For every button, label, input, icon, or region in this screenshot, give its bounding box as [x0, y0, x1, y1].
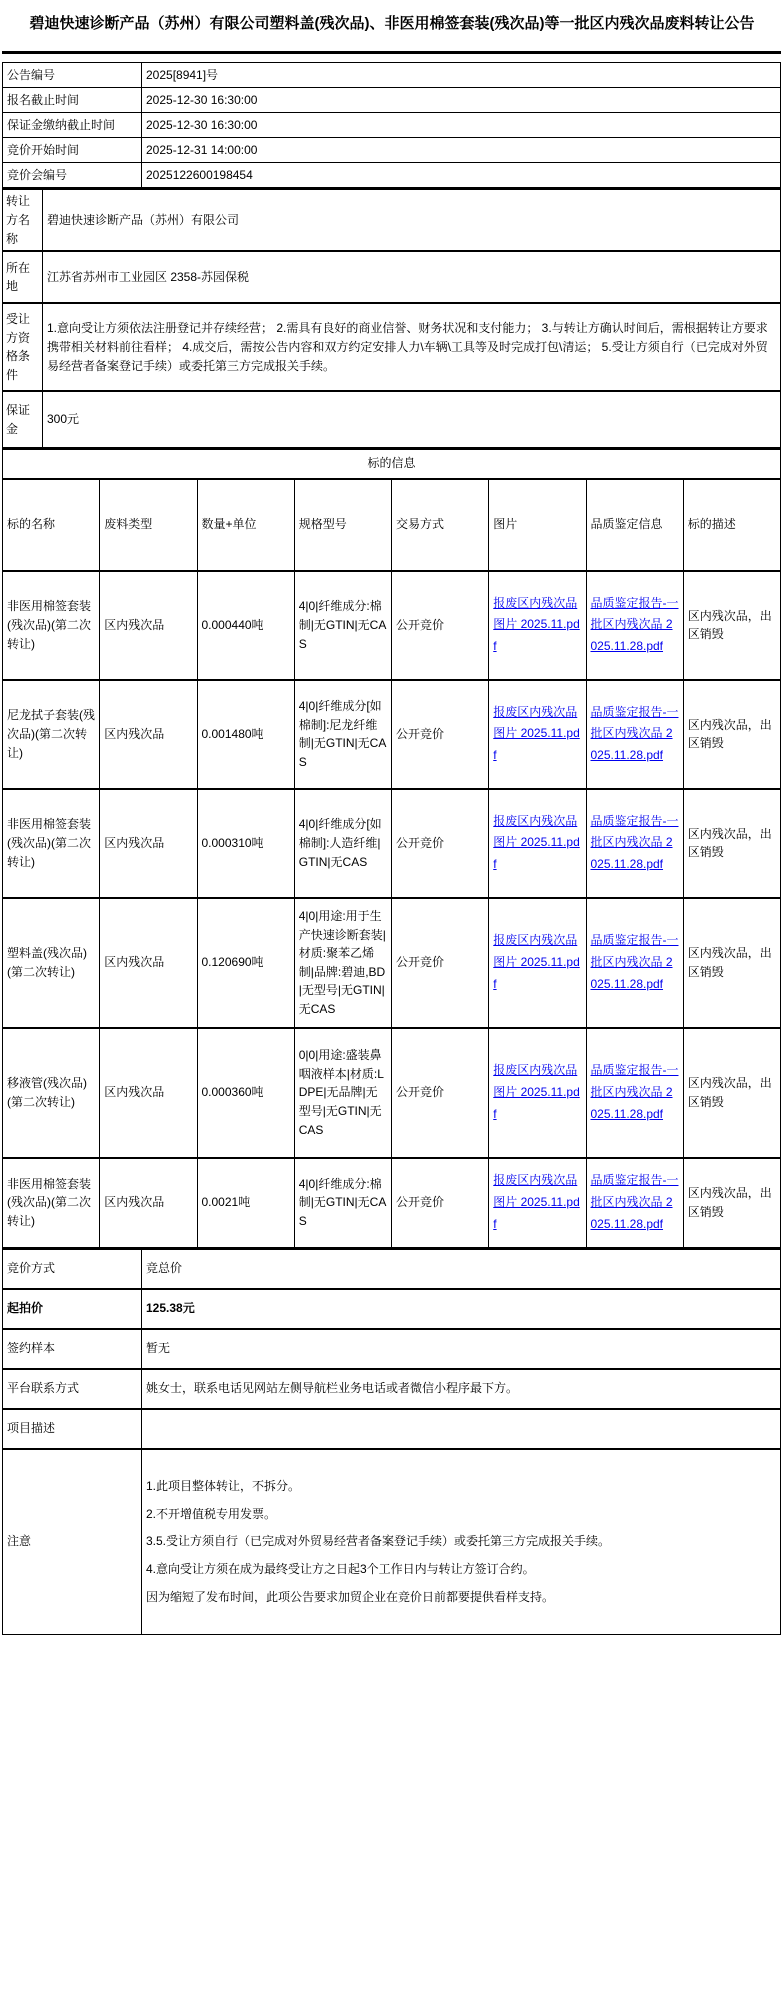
subject-description: 区内残次品，出区销毁 — [683, 789, 780, 898]
subject-description: 区内残次品，出区销毁 — [683, 1028, 780, 1158]
table-row — [3, 113, 781, 138]
table-row — [3, 163, 781, 188]
col-header-trade-mode: 交易方式 — [392, 479, 489, 571]
note-line: 因为缩短了发布时间，此项公告要求加贸企业在竞价日前都要提供看样支持。 — [146, 1589, 555, 1604]
subject-row-2 — [3, 680, 781, 789]
subject-table — [2, 448, 781, 1248]
subject-quantity: 0.000310吨 — [197, 789, 294, 898]
subject-name: 非医用棉签套装(残次品)(第二次转让) — [3, 789, 100, 898]
note-line: 4.意向受让方须在成为最终受让方之日起3个工作日内与转让方签订合约。 — [146, 1562, 535, 1577]
subject-waste-type: 区内残次品 — [100, 571, 197, 680]
table-row — [3, 1409, 781, 1449]
subject-spec: 4|0|纤维成分[如棉制]:尼龙纤维制|无GTIN|无CAS — [294, 680, 391, 789]
signup-deadline-value: 2025-12-30 16:30:00 — [142, 88, 781, 113]
auction-id-label: 竞价会编号 — [3, 163, 142, 188]
image-pdf-link[interactable]: 报废区内残次品图片 2025.11.pdf — [493, 1063, 580, 1121]
table-row — [3, 1249, 781, 1289]
transferor-name-label: 转让方名称 — [3, 189, 43, 251]
subject-waste-type: 区内残次品 — [100, 1158, 197, 1248]
subject-description: 区内残次品，出区销毁 — [683, 898, 780, 1028]
bid-method-label: 竞价方式 — [3, 1249, 142, 1289]
location-value: 江苏省苏州市工业园区 2358-苏园保税 — [43, 251, 781, 303]
subject-name: 尼龙拭子套装(残次品)(第二次转让) — [3, 680, 100, 789]
deposit-label: 保证金 — [3, 391, 43, 447]
subject-spec: 4|0|纤维成分[如棉制]:人造纤维|GTIN|无CAS — [294, 789, 391, 898]
subject-quantity: 0.120690吨 — [197, 898, 294, 1028]
notice-number-label: 公告编号 — [3, 63, 142, 88]
footer-table — [2, 1248, 781, 1635]
project-description-value — [142, 1409, 781, 1449]
subject-spec: 4|0|纤维成分:棉制|无GTIN|无CAS — [294, 571, 391, 680]
transferor-table — [2, 188, 781, 448]
table-row — [3, 63, 781, 88]
subject-name: 非医用棉签套装(残次品)(第二次转让) — [3, 1158, 100, 1248]
col-header-waste-type: 废料类型 — [100, 479, 197, 571]
col-header-quantity: 数量+单位 — [197, 479, 294, 571]
table-row — [3, 1369, 781, 1409]
project-description-label: 项目描述 — [3, 1409, 142, 1449]
subject-name: 移液管(残次品)(第二次转让) — [3, 1028, 100, 1158]
image-pdf-link[interactable]: 报废区内残次品图片 2025.11.pdf — [493, 704, 580, 763]
subject-quantity: 0.0021吨 — [197, 1158, 294, 1248]
subject-description: 区内残次品，出区销毁 — [683, 571, 780, 680]
table-row — [3, 251, 781, 303]
deposit-deadline-label: 保证金缴纳截止时间 — [3, 113, 142, 138]
quality-report-pdf-link[interactable]: 品质鉴定报告-一批区内残次品 2025.11.28.pdf — [590, 933, 679, 991]
col-header-name: 标的名称 — [3, 479, 100, 571]
table-row — [3, 1449, 781, 1635]
quality-report-pdf-link[interactable]: 品质鉴定报告-一批区内残次品 2025.11.28.pdf — [590, 1063, 679, 1121]
bidding-start-label: 竞价开始时间 — [3, 138, 142, 163]
platform-contact-label: 平台联系方式 — [3, 1369, 142, 1409]
subject-trade-mode: 公开竞价 — [392, 680, 489, 789]
subject-quantity: 0.000440吨 — [197, 571, 294, 680]
deposit-value: 300元 — [43, 391, 781, 447]
note-label: 注意 — [3, 1449, 142, 1635]
note-line: 1.此项目整体转让，不拆分。 — [146, 1479, 301, 1494]
bid-method-value: 竞总价 — [142, 1249, 781, 1289]
subject-description: 区内残次品，出区销毁 — [683, 1158, 780, 1248]
table-row — [3, 189, 781, 251]
contract-sample-value: 暂无 — [142, 1329, 781, 1369]
note-line: 3.5.受让方须自行（已完成对外贸易经营者备案登记手续）或委托第三方完成报关手续。 — [146, 1534, 611, 1549]
subject-row-6 — [3, 1158, 781, 1248]
signup-deadline-label: 报名截止时间 — [3, 88, 142, 113]
table-row — [3, 138, 781, 163]
notice-number-value: 2025[8941]号 — [142, 63, 781, 88]
subject-spec: 4|0|纤维成分:棉制|无GTIN|无CAS — [294, 1158, 391, 1248]
subject-section-title: 标的信息 — [3, 449, 781, 479]
subject-waste-type: 区内残次品 — [100, 680, 197, 789]
quality-report-pdf-link[interactable]: 品质鉴定报告-一批区内残次品 2025.11.28.pdf — [590, 813, 679, 872]
bidding-start-value: 2025-12-31 14:00:00 — [142, 138, 781, 163]
subject-spec: 4|0|用途:用于生产快速诊断套装|材质:聚苯乙烯制|品牌:碧迪,BD|无型号|无GTIN|无CAS — [294, 898, 391, 1028]
subject-trade-mode: 公开竞价 — [392, 571, 489, 680]
subject-trade-mode: 公开竞价 — [392, 898, 489, 1028]
qualification-value: 1.意向受让方须依法注册登记并存续经营； 2.需具有良好的商业信誉、财务状况和支付能力； 3.与转让方确认时间后，需根据转让方要求携带相关材料前往看样； 4.成交后，需按公告内容和双方约定安排人力\车辆\工具等及时完成打包\清运； 5.受让方须自行（已完成对外贸易经营者备案登记手续）或委托第三方完成报关手续。 — [43, 303, 781, 391]
col-header-spec: 规格型号 — [294, 479, 391, 571]
subject-waste-type: 区内残次品 — [100, 789, 197, 898]
notice-info-table — [2, 62, 781, 188]
subject-row-3 — [3, 789, 781, 898]
table-row — [3, 1329, 781, 1369]
col-header-quality: 品质鉴定信息 — [586, 479, 683, 571]
quality-report-pdf-link[interactable]: 品质鉴定报告-一批区内残次品 2025.11.28.pdf — [590, 1173, 679, 1231]
subject-description: 区内残次品，出区销毁 — [683, 680, 780, 789]
table-row — [3, 391, 781, 447]
table-row — [3, 303, 781, 391]
subject-name: 塑料盖(残次品)(第二次转让) — [3, 898, 100, 1028]
image-pdf-link[interactable]: 报废区内残次品图片 2025.11.pdf — [493, 1173, 580, 1231]
subject-waste-type: 区内残次品 — [100, 898, 197, 1028]
subject-row-1 — [3, 571, 781, 680]
location-label: 所在地 — [3, 251, 43, 303]
contract-sample-label: 签约样本 — [3, 1329, 142, 1369]
subject-spec: 0|0|用途:盛装鼻咽液样本|材质:LDPE|无品牌|无型号|无GTIN|无CAS — [294, 1028, 391, 1158]
subject-trade-mode: 公开竞价 — [392, 1158, 489, 1248]
subject-trade-mode: 公开竞价 — [392, 1028, 489, 1158]
transferor-name-value: 碧迪快速诊断产品（苏州）有限公司 — [43, 189, 781, 251]
subject-row-4 — [3, 898, 781, 1028]
subject-name: 非医用棉签套装(残次品)(第二次转让) — [3, 571, 100, 680]
subject-row-5 — [3, 1028, 781, 1158]
title-divider — [2, 51, 781, 54]
page-title: 碧迪快速诊断产品（苏州）有限公司塑料盖(残次品)、非医用棉签套装(残次品)等一批区内残次品废料转让公告 — [29, 15, 755, 32]
subject-column-header-row — [3, 479, 781, 571]
quality-report-pdf-link[interactable]: 品质鉴定报告-一批区内残次品 2025.11.28.pdf — [590, 595, 679, 654]
subject-quantity: 0.001480吨 — [197, 680, 294, 789]
col-header-image: 图片 — [489, 479, 586, 571]
quality-report-pdf-link[interactable]: 品质鉴定报告-一批区内残次品 2025.11.28.pdf — [590, 704, 679, 763]
col-header-description: 标的描述 — [683, 479, 780, 571]
note-line: 2.不开增值税专用发票。 — [146, 1506, 277, 1521]
starting-price-value: 125.38元 — [142, 1289, 781, 1329]
auction-id-value: 2025122600198454 — [142, 163, 781, 188]
deposit-deadline-value: 2025-12-30 16:30:00 — [142, 113, 781, 138]
subject-section-header-row — [3, 449, 781, 479]
qualification-label: 受让方资格条件 — [3, 303, 43, 391]
platform-contact-value: 姚女士，联系电话见网站左侧导航栏业务电话或者微信小程序最下方。 — [142, 1369, 781, 1409]
note-content — [142, 1449, 781, 1635]
starting-price-label: 起拍价 — [3, 1289, 142, 1329]
table-row — [3, 1289, 781, 1329]
subject-waste-type: 区内残次品 — [100, 1028, 197, 1158]
subject-trade-mode: 公开竞价 — [392, 789, 489, 898]
table-row — [3, 88, 781, 113]
subject-quantity: 0.000360吨 — [197, 1028, 294, 1158]
image-pdf-link[interactable]: 报废区内残次品图片 2025.11.pdf — [493, 595, 580, 654]
image-pdf-link[interactable]: 报废区内残次品图片 2025.11.pdf — [493, 933, 580, 991]
image-pdf-link[interactable]: 报废区内残次品图片 2025.11.pdf — [493, 813, 580, 872]
